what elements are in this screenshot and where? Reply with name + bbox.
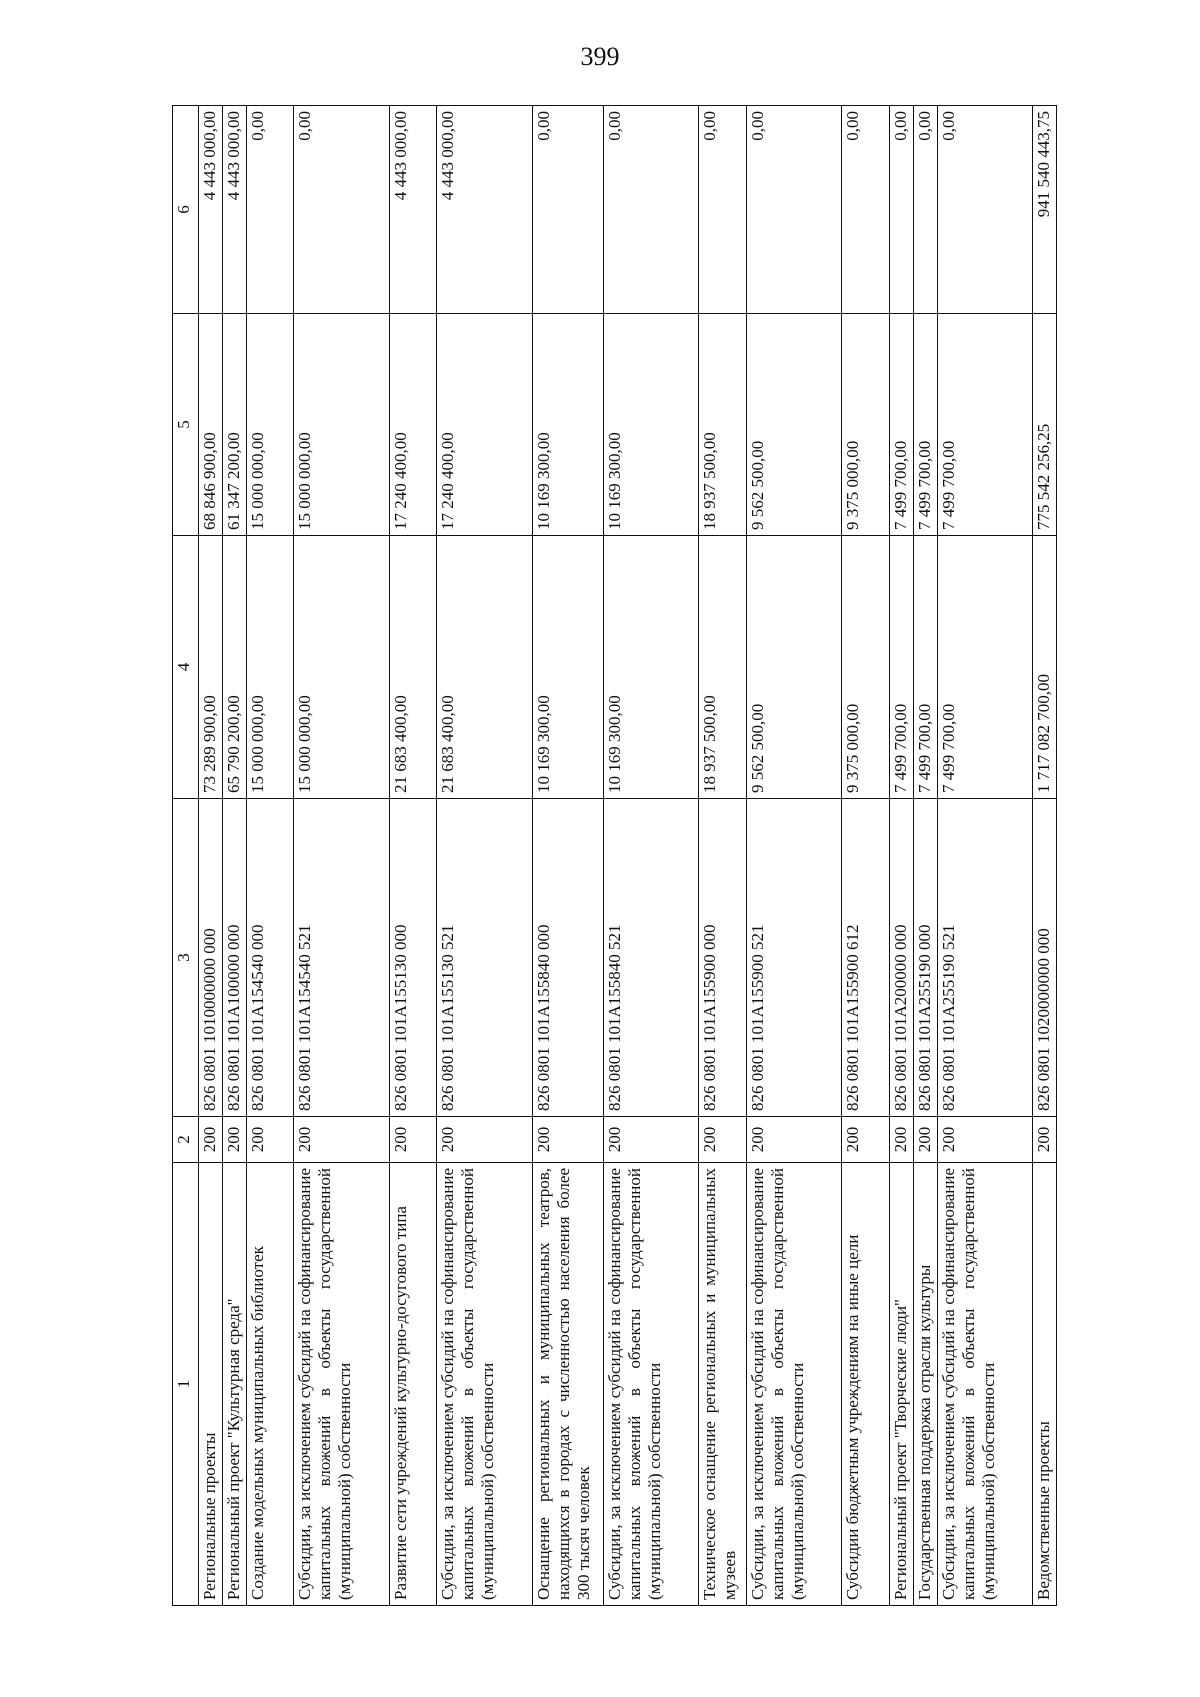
table-row — [222, 106, 246, 1606]
row-col4: 73 289 900,00 — [199, 536, 223, 799]
table-row — [747, 106, 842, 1606]
row-col4: 9 375 000,00 — [842, 536, 890, 799]
row-code: 826 0801 101А155130 000 — [389, 799, 437, 1117]
row-col2: 200 — [532, 1117, 604, 1163]
row-col2: 200 — [437, 1117, 532, 1163]
row-code: 826 0801 101А155900 612 — [842, 799, 890, 1117]
row-col2: 200 — [1033, 1117, 1057, 1163]
row-code: 826 0801 101А255190 000 — [913, 799, 937, 1117]
row-col4: 7 499 700,00 — [890, 536, 914, 799]
row-col6: 4 443 000,00 — [437, 106, 532, 314]
budget-table — [172, 105, 1057, 1606]
row-col2: 200 — [747, 1117, 842, 1163]
table-row — [937, 106, 1032, 1606]
header-cell: 2 — [173, 1117, 199, 1163]
row-code: 826 0801 101А155840 000 — [532, 799, 604, 1117]
row-col2: 200 — [937, 1117, 1032, 1163]
row-name: Техническое оснащение региональных и муниципальных музеев — [699, 1163, 747, 1606]
row-col6: 4 443 000,00 — [389, 106, 437, 314]
page-number: 399 — [580, 42, 620, 71]
row-col4: 15 000 000,00 — [294, 536, 389, 799]
row-code: 826 0801 101А200000 000 — [890, 799, 914, 1117]
row-code: 826 0801 101А154540 521 — [294, 799, 389, 1117]
row-col5: 10 169 300,00 — [532, 314, 604, 536]
row-col6: 941 540 443,75 — [1033, 106, 1057, 314]
row-col2: 200 — [913, 1117, 937, 1163]
row-code: 826 0801 1010000000 000 — [199, 799, 223, 1117]
row-name: Субсидии, за исключением субсидий на софинансирование капитальных вложений в объекты государственной (муниципальной) собственности — [937, 1163, 1032, 1606]
row-col5: 17 240 400,00 — [437, 314, 532, 536]
row-col6: 0,00 — [747, 106, 842, 314]
row-col4: 15 000 000,00 — [246, 536, 294, 799]
row-col6: 0,00 — [532, 106, 604, 314]
row-col6: 4 443 000,00 — [199, 106, 223, 314]
rotated-table-container — [172, 106, 1057, 1606]
row-col5: 10 169 300,00 — [604, 314, 699, 536]
row-col6: 4 443 000,00 — [222, 106, 246, 314]
row-col4: 7 499 700,00 — [937, 536, 1032, 799]
row-col4: 9 562 500,00 — [747, 536, 842, 799]
header-cell: 3 — [173, 799, 199, 1117]
table-row — [199, 106, 223, 1606]
row-col4: 21 683 400,00 — [437, 536, 532, 799]
row-col2: 200 — [389, 1117, 437, 1163]
table-row — [604, 106, 699, 1606]
row-col4: 10 169 300,00 — [532, 536, 604, 799]
row-code: 826 0801 101А100000 000 — [222, 799, 246, 1117]
row-col5: 15 000 000,00 — [246, 314, 294, 536]
row-col4: 18 937 500,00 — [699, 536, 747, 799]
row-col6: 0,00 — [937, 106, 1032, 314]
row-col4: 10 169 300,00 — [604, 536, 699, 799]
row-name: Региональный проект "Культурная среда" — [222, 1163, 246, 1606]
row-name: Государственная поддержка отрасли культуры — [913, 1163, 937, 1606]
row-name: Субсидии, за исключением субсидий на софинансирование капитальных вложений в объекты государственной (муниципальной) собственности — [604, 1163, 699, 1606]
table-row — [532, 106, 604, 1606]
row-col4: 7 499 700,00 — [913, 536, 937, 799]
row-col5: 7 499 700,00 — [937, 314, 1032, 536]
table-row — [246, 106, 294, 1606]
row-code: 826 0801 101А155840 521 — [604, 799, 699, 1117]
row-code: 826 0801 101А155130 521 — [437, 799, 532, 1117]
row-name: Субсидии, за исключением субсидий на софинансирование капитальных вложений в объекты государственной (муниципальной) собственности — [747, 1163, 842, 1606]
row-code: 826 0801 101А154540 000 — [246, 799, 294, 1117]
row-col5: 15 000 000,00 — [294, 314, 389, 536]
row-col2: 200 — [294, 1117, 389, 1163]
row-col2: 200 — [222, 1117, 246, 1163]
table-row — [437, 106, 532, 1606]
row-name: Субсидии бюджетным учреждениям на иные цели — [842, 1163, 890, 1606]
row-name: Создание модельных муниципальных библиотек — [246, 1163, 294, 1606]
row-code: 826 0801 101А255190 521 — [937, 799, 1032, 1117]
row-name: Ведомственные проекты — [1033, 1163, 1057, 1606]
row-name: Региональный проект "Творческие люди" — [890, 1163, 914, 1606]
row-col4: 21 683 400,00 — [389, 536, 437, 799]
row-col2: 200 — [890, 1117, 914, 1163]
row-col5: 61 347 200,00 — [222, 314, 246, 536]
row-col5: 775 542 256,25 — [1033, 314, 1057, 536]
table-row — [890, 106, 914, 1606]
header-cell: 1 — [173, 1163, 199, 1606]
header-cell: 5 — [173, 314, 199, 536]
row-col6: 0,00 — [699, 106, 747, 314]
row-col5: 7 499 700,00 — [890, 314, 914, 536]
row-name: Региональные проекты — [199, 1163, 223, 1606]
row-col4: 65 790 200,00 — [222, 536, 246, 799]
row-col6: 0,00 — [890, 106, 914, 314]
header-cell: 6 — [173, 106, 199, 314]
table-row — [294, 106, 389, 1606]
row-col5: 68 846 900,00 — [199, 314, 223, 536]
row-col5: 17 240 400,00 — [389, 314, 437, 536]
row-name: Субсидии, за исключением субсидий на софинансирование капитальных вложений в объекты государственной (муниципальной) собственности — [437, 1163, 532, 1606]
row-col6: 0,00 — [294, 106, 389, 314]
table-row — [389, 106, 437, 1606]
row-col2: 200 — [699, 1117, 747, 1163]
header-cell: 4 — [173, 536, 199, 799]
row-col4: 1 717 082 700,00 — [1033, 536, 1057, 799]
row-code: 826 0801 1020000000 000 — [1033, 799, 1057, 1117]
table-row — [842, 106, 890, 1606]
table-header-row — [173, 106, 199, 1606]
table-row — [913, 106, 937, 1606]
row-code: 826 0801 101А155900 521 — [747, 799, 842, 1117]
row-code: 826 0801 101А155900 000 — [699, 799, 747, 1117]
row-col2: 200 — [246, 1117, 294, 1163]
row-name: Субсидии, за исключением субсидий на софинансирование капитальных вложений в объекты государственной (муниципальной) собственности — [294, 1163, 389, 1606]
row-col2: 200 — [604, 1117, 699, 1163]
row-col2: 200 — [842, 1117, 890, 1163]
table-row — [699, 106, 747, 1606]
row-col5: 7 499 700,00 — [913, 314, 937, 536]
row-col6: 0,00 — [913, 106, 937, 314]
row-name: Развитие сети учреждений культурно-досугового типа — [389, 1163, 437, 1606]
row-col5: 9 375 000,00 — [842, 314, 890, 536]
row-col6: 0,00 — [246, 106, 294, 314]
row-col2: 200 — [199, 1117, 223, 1163]
table-row — [1033, 106, 1057, 1606]
row-col6: 0,00 — [604, 106, 699, 314]
row-col6: 0,00 — [842, 106, 890, 314]
row-col5: 18 937 500,00 — [699, 314, 747, 536]
row-col5: 9 562 500,00 — [747, 314, 842, 536]
row-name: Оснащение региональных и муниципальных театров, находящихся в городах с численностью населения более 300 тысяч человек — [532, 1163, 604, 1606]
